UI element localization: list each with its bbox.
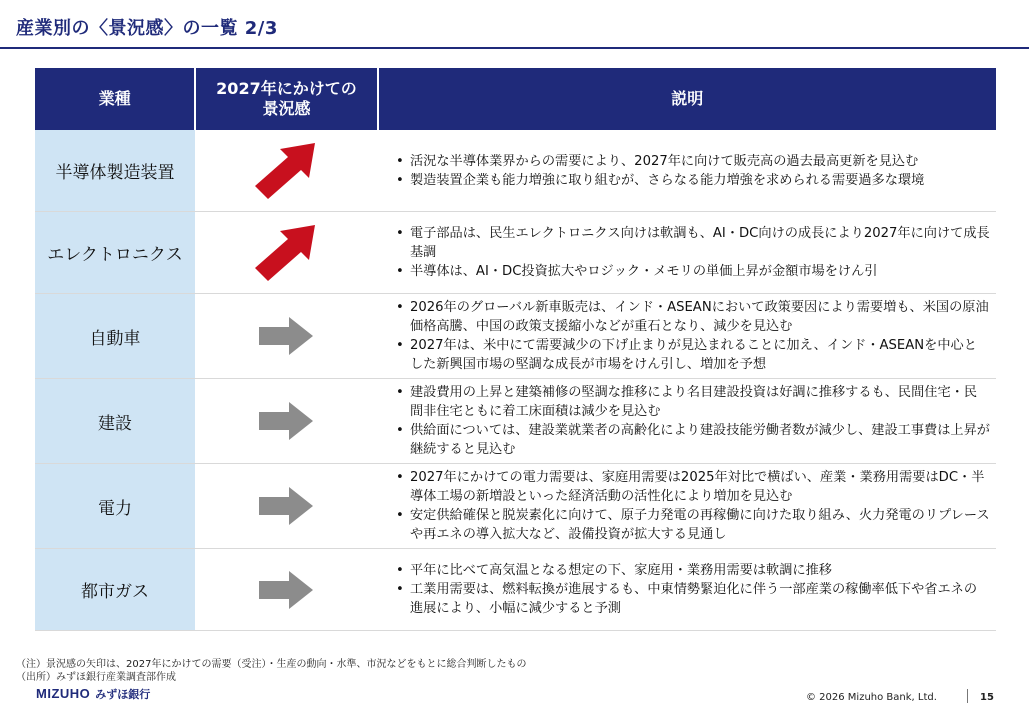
bullet-text: 建設費用の上昇と建築補修の堅調な推移により名目建設投資は好調に推移するも、民間住宅・民間非住宅ともに着工床面積は減少を見込む <box>410 385 978 419</box>
outlook-arrow-cell <box>195 464 376 548</box>
description-bullet <box>396 468 990 506</box>
description-cell <box>376 130 996 211</box>
description-cell <box>376 464 996 548</box>
description-cell <box>376 549 996 630</box>
description-bullet <box>396 580 990 618</box>
industry-name: 自動車 <box>35 294 195 378</box>
bullet-text: 半導体は、AI・DC投資拡大やロジック・メモリの単価上昇が金額市場をけん引 <box>410 264 878 279</box>
bullet-dot-icon: • <box>396 226 404 241</box>
page-number: 15 <box>980 692 994 703</box>
bullet-text: 供給面については、建設業就業者の高齢化により建設技能労働者数が減少し、建設工事費は上昇が継続すると見込む <box>410 423 990 457</box>
arrow-shape <box>259 402 313 440</box>
industry-name: 都市ガス <box>35 549 195 630</box>
arrow-shape <box>259 317 313 355</box>
table-row <box>35 294 996 379</box>
bullet-dot-icon: • <box>396 338 404 353</box>
bullet-dot-icon: • <box>396 153 404 169</box>
table-row <box>35 379 996 464</box>
description-bullet <box>396 171 990 190</box>
page-title: 産業別の〈景況感〉の一覧 2/3 <box>16 18 278 39</box>
arrow-right-icon <box>257 316 315 356</box>
title-divider <box>0 47 1029 49</box>
description-bullet <box>396 336 990 374</box>
bullet-dot-icon: • <box>396 470 404 485</box>
note-source: （出所）みずほ銀行産業調査部作成 <box>16 672 176 683</box>
bullet-dot-icon: • <box>396 300 404 315</box>
arrow-right-icon <box>257 401 315 441</box>
bullet-text: 安定供給確保と脱炭素化に向けて、原子力発電の再稼働に向けた取り組み、火力発電のリプレースや再エネの導入拡大など、設備投資が拡大する見通し <box>410 508 990 542</box>
description-bullet <box>396 421 990 459</box>
bullet-dot-icon: • <box>396 508 404 523</box>
header-outlook-label: 2027年にかけての 景況感 <box>216 79 357 118</box>
bullet-text: 2026年のグローバル新車販売は、インド・ASEANにおいて政策要因により需要増も、米国の原油価格高騰、中国の政策支援縮小などが重石となり、減少を見込む <box>410 300 989 334</box>
industry-outlook-table <box>35 68 996 631</box>
table-body <box>35 130 996 631</box>
arrow-right-icon <box>257 486 315 526</box>
description-cell <box>376 212 996 293</box>
bullet-dot-icon: • <box>396 264 404 279</box>
logo-wordmark: MIZUHO <box>36 686 91 701</box>
footnotes <box>16 658 526 684</box>
arrow-shape <box>259 487 313 525</box>
bullet-dot-icon: • <box>396 385 404 400</box>
bullet-dot-icon: • <box>396 563 404 578</box>
header-industry-label: 業種 <box>98 89 131 108</box>
outlook-arrow-cell <box>195 379 376 463</box>
table-header <box>35 68 996 130</box>
arrow-right-icon <box>257 570 315 610</box>
description-cell <box>376 379 996 463</box>
industry-name: 建設 <box>35 379 195 463</box>
bullet-text: 活況な半導体業界からの需要により、2027年に向けて販売高の過去最高更新を見込む <box>410 153 919 169</box>
table-row <box>35 464 996 549</box>
header-outlook <box>194 68 376 130</box>
bullet-text: 工業用需要は、燃料転換が進展するも、中東情勢緊迫化に伴う一部産業の稼働率低下や省エネの進展により、小幅に減少すると予測 <box>410 582 978 616</box>
arrow-shape <box>255 143 315 199</box>
description-bullet <box>396 561 990 580</box>
bullet-dot-icon: • <box>396 423 404 438</box>
description-cell <box>376 294 996 378</box>
table-row <box>35 212 996 294</box>
outlook-arrow-cell <box>195 549 376 630</box>
copyright: © 2026 Mizuho Bank, Ltd. <box>806 692 937 703</box>
industry-name: エレクトロニクス <box>35 212 195 293</box>
bullet-text: 2027年にかけての電力需要は、家庭用需要は2025年対比で横ばい、産業・業務用需要はDC・半導体工場の新増設といった経済活動の活性化により増加を見込む <box>410 470 985 504</box>
table-row <box>35 130 996 212</box>
bullet-dot-icon: • <box>396 582 404 597</box>
description-bullet <box>396 298 990 336</box>
description-bullet <box>396 224 990 262</box>
description-bullet <box>396 506 990 544</box>
outlook-arrow-cell <box>195 212 376 293</box>
description-bullet <box>396 383 990 421</box>
industry-name: 電力 <box>35 464 195 548</box>
outlook-arrow-cell <box>195 130 376 211</box>
bullet-dot-icon: • <box>396 172 404 188</box>
description-bullet <box>396 262 990 281</box>
page-separator <box>967 689 968 703</box>
bullet-text: 製造装置企業も能力増強に取り組むが、さらなる能力増強を求められる需要過多な環境 <box>410 172 925 188</box>
arrow-shape <box>259 571 313 609</box>
logo-bank-name: みずほ銀行 <box>95 688 151 701</box>
bullet-text: 電子部品は、民生エレクトロニクス向けは軟調も、AI・DC向けの成長により2027年に向けて成長基調 <box>410 226 990 260</box>
arrow-up-right-icon <box>253 141 319 201</box>
header-industry <box>35 68 194 130</box>
table-row <box>35 549 996 631</box>
header-description-label: 説明 <box>671 89 704 108</box>
description-bullet <box>396 152 990 171</box>
mizuho-logo <box>36 686 150 702</box>
industry-name: 半導体製造装置 <box>35 130 195 211</box>
arrow-shape <box>255 225 315 281</box>
bullet-text: 2027年は、米中にて需要減少の下げ止まりが見込まれることに加え、インド・ASEANを中心とした新興国市場の堅調な成長が市場をけん引し、増加を予想 <box>410 338 977 372</box>
bullet-text: 平年に比べて高気温となる想定の下、家庭用・業務用需要は軟調に推移 <box>410 563 832 578</box>
outlook-arrow-cell <box>195 294 376 378</box>
arrow-up-right-icon <box>253 223 319 283</box>
header-description <box>377 68 996 130</box>
note-arrow-definition: （注）景況感の矢印は、2027年にかけての需要（受注）・生産の動向・水準、市況などをもとに総合判断したもの <box>16 659 527 670</box>
